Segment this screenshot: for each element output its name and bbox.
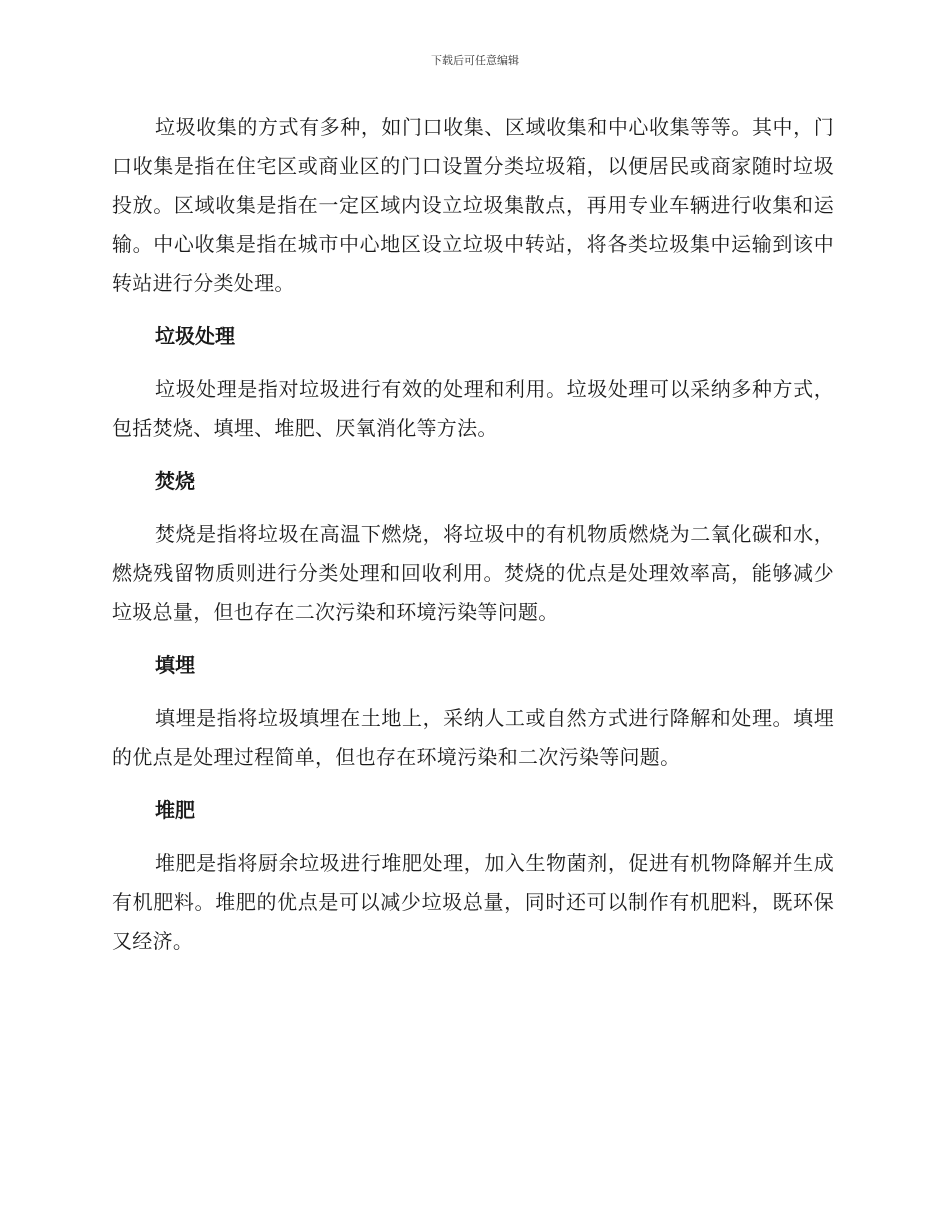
paragraph-composting: 堆肥是指将厨余垃圾进行堆肥处理，加入生物菌剂，促进有机物降解并生成有机肥料。堆肥的优点是可以减少垃圾总量，同时还可以制作有机肥料，既环保又经济。 bbox=[112, 851, 834, 953]
heading-composting: 堆肥 bbox=[155, 798, 195, 822]
paragraph-landfill: 填埋是指将垃圾填埋在土地上，采纳人工或自然方式进行降解和处理。填埋的优点是处理过程简单，但也存在环境污染和二次污染等问题。 bbox=[112, 706, 834, 769]
paragraph-collection-methods: 垃圾收集的方式有多种，如门口收集、区域收集和中心收集等等。其中，门口收集是指在住宅区或商业区的门口设置分类垃圾箱，以便居民或商家随时垃圾投放。区域收集是指在一定区域内设立垃圾集散点，再用专业车辆进行收集和运输。中心收集是指在城市中心地区设立垃圾中转站，将各类垃圾集中运输到该中转站进行分类处理。 bbox=[112, 115, 834, 295]
document-body bbox=[112, 108, 834, 975]
heading-landfill: 填埋 bbox=[155, 653, 195, 677]
page-header-note: 下载后可任意编辑 bbox=[431, 54, 519, 67]
heading-incineration: 焚烧 bbox=[155, 469, 195, 493]
paragraph-incineration: 焚烧是指将垃圾在高温下燃烧，将垃圾中的有机物质燃烧为二氧化碳和水，燃烧残留物质则进行分类处理和回收利用。焚烧的优点是处理效率高，能够减少垃圾总量，但也存在二次污染和环境污染等问题。 bbox=[112, 522, 834, 624]
heading-waste-processing: 垃圾处理 bbox=[155, 324, 235, 348]
paragraph-waste-processing: 垃圾处理是指对垃圾进行有效的处理和利用。垃圾处理可以采纳多种方式，包括焚烧、填埋、堆肥、厌氧消化等方法。 bbox=[112, 377, 834, 440]
